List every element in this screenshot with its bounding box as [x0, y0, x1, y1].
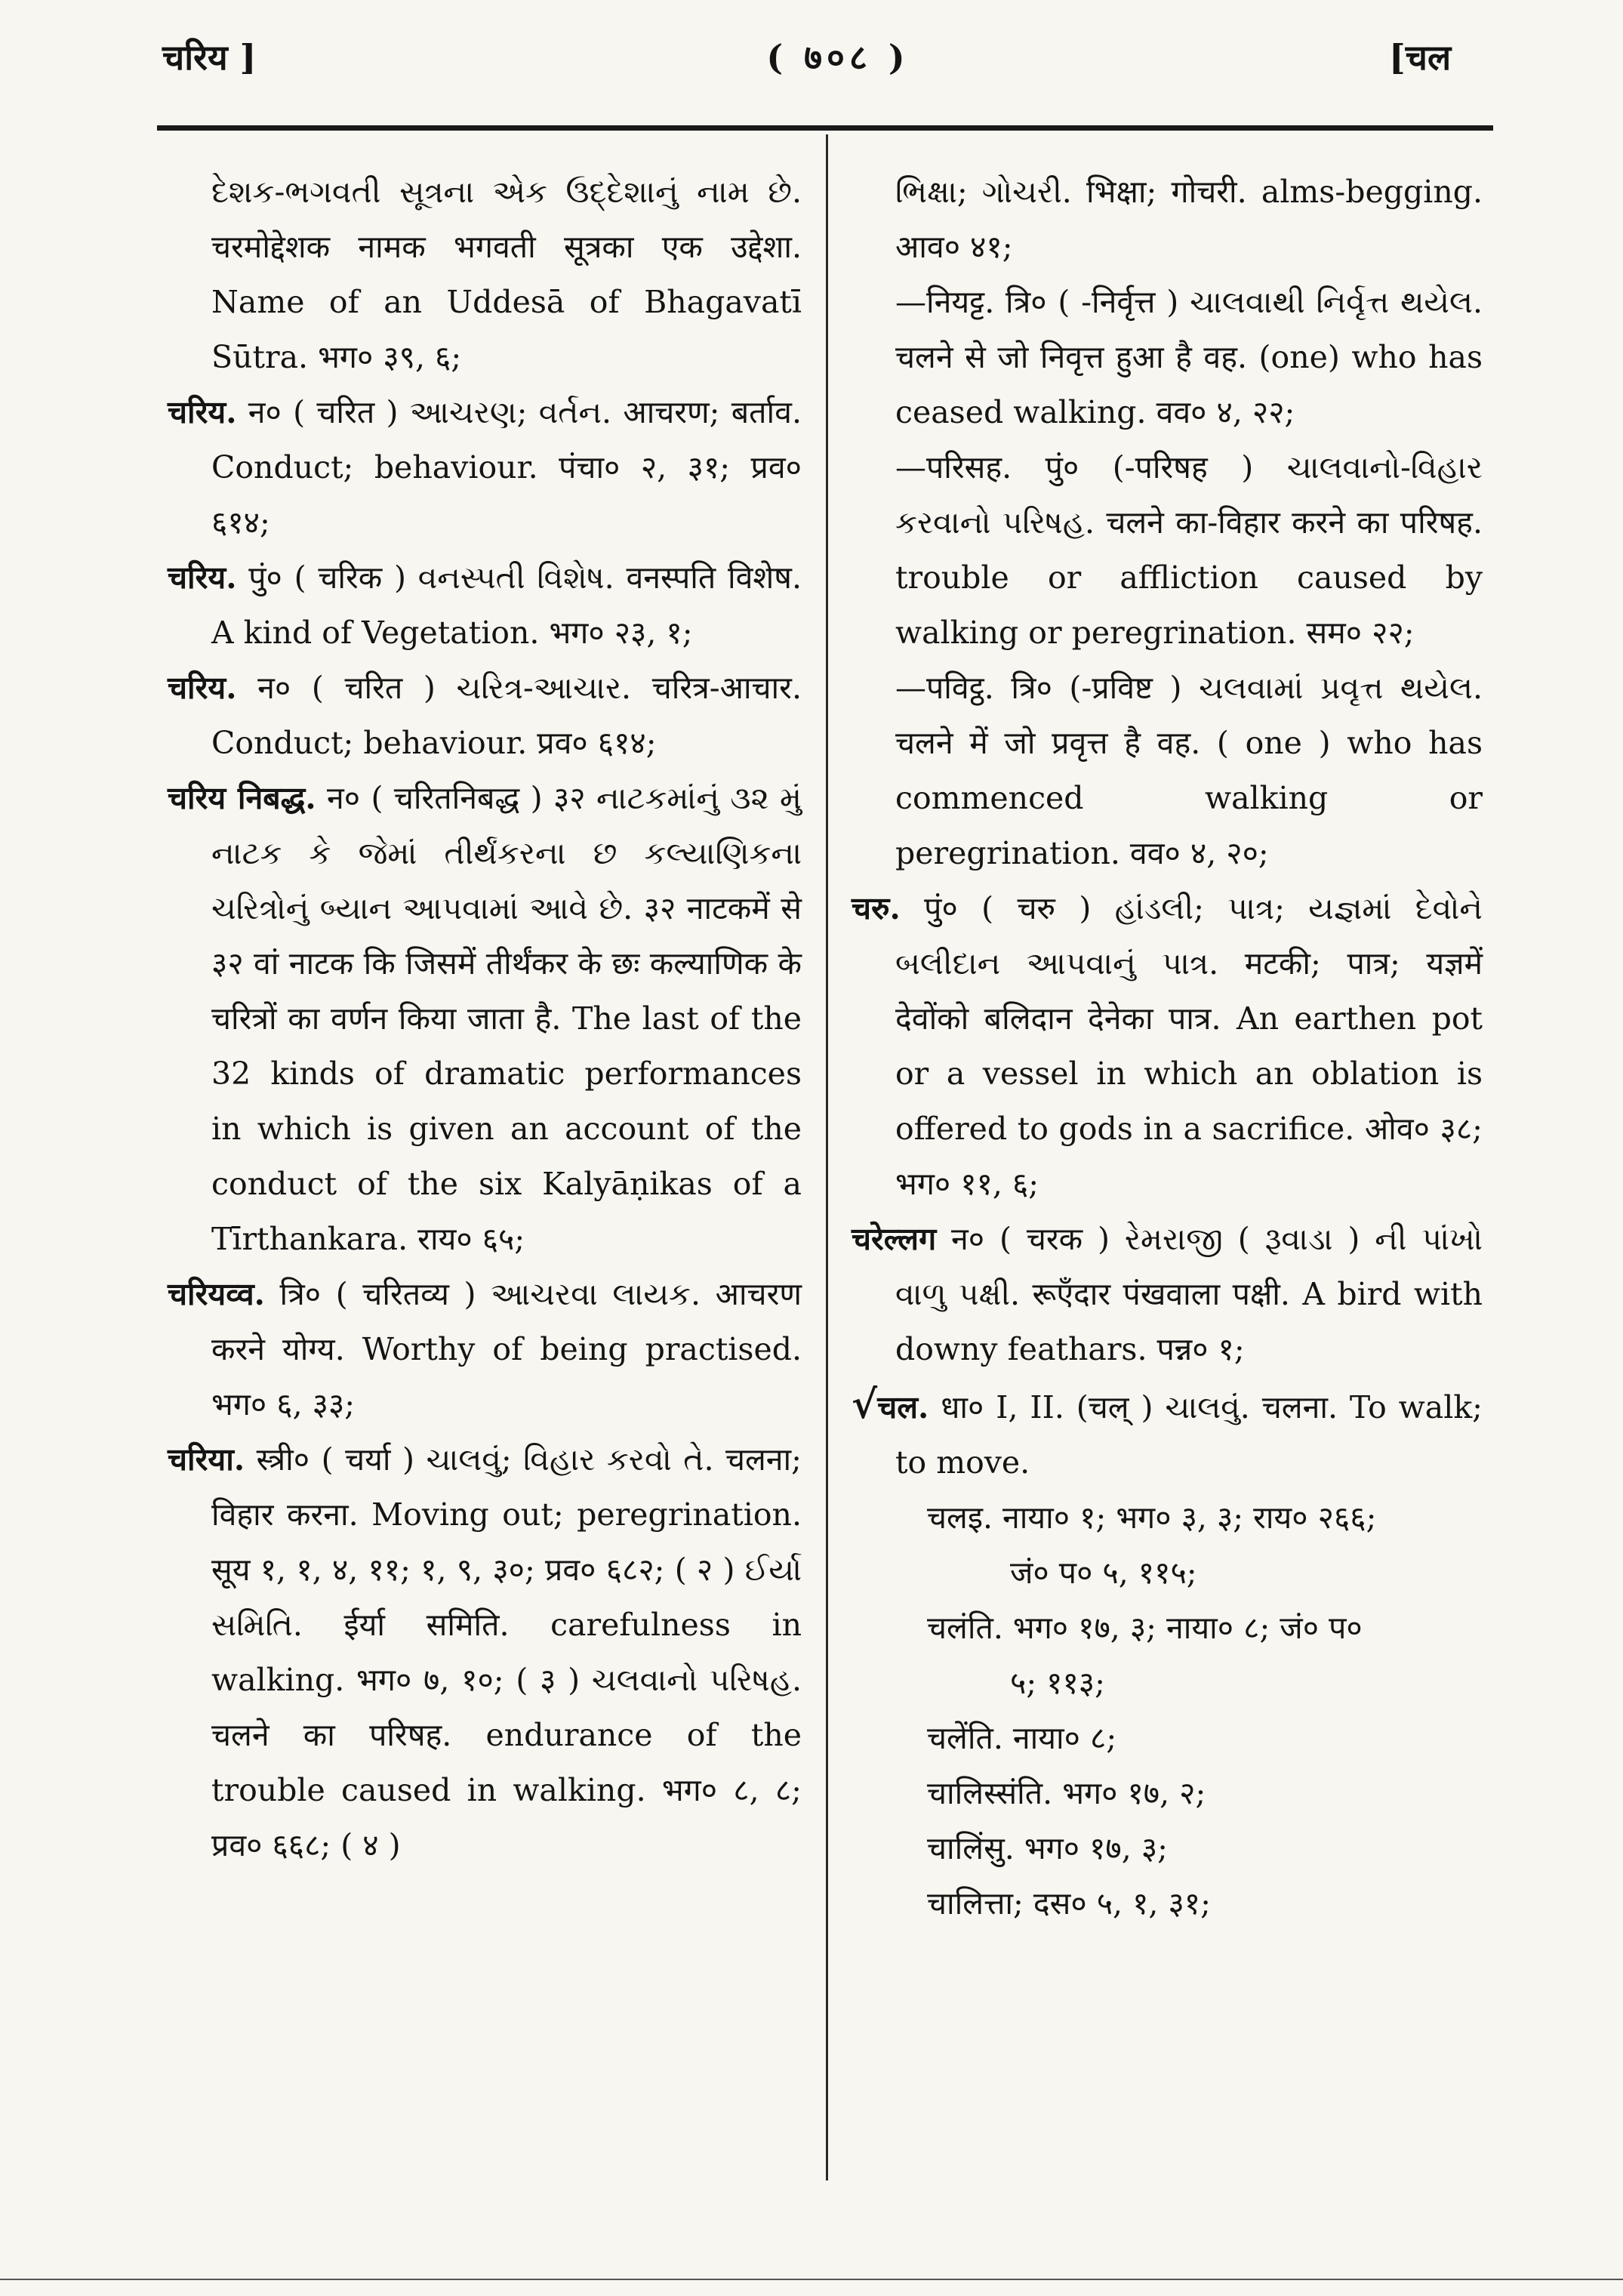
dictionary-entry [852, 881, 1483, 1212]
entry-headword: चरिय निबद्ध. [168, 780, 316, 816]
sub-entry: —नियट्ट. त्रि० ( -निर्वृत्त ) ચાલવાથી નિર્વૃત્ત થયેલ. चलने से जो निवृत्त हुआ है वह. (one) who has ceased walking. वव० ४, २२; [895, 284, 1483, 430]
entry-headword: चरिय. [168, 670, 237, 706]
entry-text: न० ( चरित ) આચરણ; વર્તન. आचरण; बर्ताव. Conduct; behaviour. पंचा० २, ३१; प्रव० ६१४; [211, 394, 802, 541]
entry-headword: चरियव्व. [168, 1276, 265, 1312]
verb-form: चलइ. नाया० १; भग० ३, ३; राय० २६६; [927, 1499, 1377, 1536]
entry-text: स्त्री० ( चर्या ) ચાલવું; વિહાર કરવો તે. चलना; विहार करना. Moving out; peregrination. सूय १, १, ४, ११; १, ९, ३०; प्रव० ६८२; ( २ ) ઈર્યા સમિતિ. ईर्या समिति. carefulness in walking. भग० ७, १०; ( ३ ) ચલવાનો પરિષહ. चलने का परिषह. endurance of the trouble caused in walking. भग० ८, ८; प्रव० ६६८; ( ४ ) [211, 1441, 802, 1863]
sub-entry: —परिसह. पुं० (-परिषह ) ચાલવાનો-વિહાર કરવાનો પરિષહ. चलने का-विहार करने का परिषह. trouble or affliction caused by walking or peregrination. सम० २२; [895, 449, 1483, 651]
running-head-left: चरिय ] [162, 37, 257, 78]
root-tick-mark: √ [852, 1382, 878, 1428]
dictionary-entry [168, 385, 802, 550]
left-column [168, 165, 802, 1873]
entry-headword: चरिया. [168, 1441, 245, 1478]
entry-text: धा० I, II. (चल् ) ચાલવું. चलना. To walk; to move. [895, 1389, 1483, 1481]
entry-continuation: દેશક-ભગવતી સૂત્રના એક ઉદ્દેશાનું નામ છે. चरमोद्देशक नामक भगवती सूत्रका एक उद्देशा. Name of an Uddesā of Bhagavatī Sūtra. भग० ३९, ६; [211, 174, 802, 375]
verb-form-continuation: जं० प० ५, ११५; [1010, 1555, 1197, 1591]
verb-form: चालित्ता; दस० ५, १, ३१; [927, 1885, 1211, 1922]
entry-text: न० ( चरित ) ચરિત્ર-આચાર. चरित्र-आचार. Conduct; behaviour. प्रव० ६१४; [211, 670, 802, 761]
dictionary-entry [168, 771, 802, 1267]
running-head-right: [चल [1389, 37, 1452, 78]
verb-form: चालिंसु. भग० १७, ३; [927, 1830, 1168, 1866]
verb-form-continuation: ५; ११३; [1010, 1665, 1105, 1701]
dictionary-entry [852, 1212, 1483, 1377]
verb-form: चलेंति. नाया० ८; [927, 1720, 1117, 1756]
entry-headword: चरेल्लग [852, 1221, 937, 1257]
entry-continuation: ભિક્ષા; ગોચરી. भिक्षा; गोचरी. alms-begging. आव० ४१; [895, 174, 1483, 265]
entry-text: त्रि० ( चरितव्य ) આચરવા લાયક. आचरण करने योग्य. Worthy of being practised. भग० ६, ३३; [211, 1276, 802, 1422]
dictionary-entry [168, 1267, 802, 1432]
page-number: ( ७०८ ) [766, 37, 910, 78]
entry-headword: चल. [877, 1389, 929, 1425]
header-rule [157, 125, 1493, 131]
sub-entry: —पविट्ठ. त्रि० (-प्रविष्ट ) ચલવામાં પ્રવૃત્ત થયેલ. चलने में जो प्रवृत्त है वह. ( one ) who has commenced walking or peregrination. वव० ४, २०; [895, 670, 1483, 871]
root-entry [852, 1377, 1483, 1490]
entry-headword: चरिय. [168, 559, 237, 596]
entry-headword: चरु. [852, 890, 901, 926]
entry-text: पुं० ( चरु ) હાંડલી; પાત્ર; યજ્ઞમાં દેવોને બલીદાન આપવાનું પાત્ર. मटकी; पात्र; यज्ञमें देवोंको बलिदान देनेका पात्र. An earthen pot or a vessel in which an oblation is offered to gods in a sacrifice. ओव० ३८; भग० ११, ६; [895, 890, 1483, 1202]
footer-rule [0, 2279, 1623, 2280]
column-divider [826, 134, 828, 2180]
dictionary-entry [168, 550, 802, 661]
verb-form: चालिस्संति. भग० १७, २; [927, 1775, 1206, 1811]
dictionary-entry [168, 661, 802, 771]
entry-text: न० ( चरितनिबद्ध ) ३२ નાટકમાંનું ૩૨ મું નાટક કે જેમાં તીર્થંકરના છ કલ્યાણિકના ચરિત્રોનું બ્યાન આપવામાં આવે છે. ३२ नाटकमें से ३२ वां नाटक कि जिसमें तीर्थंकर के छः कल्याणिक के चरित्रों का वर्णन किया जाता है. The last of the 32 kinds of dramatic performances in which is given an account of the conduct of the six Kalyāṇikas of a Tīrthankara. राय० ६५; [211, 780, 802, 1257]
verb-form: चलंति. भग० १७, ३; नाया० ८; जं० प० [927, 1610, 1363, 1646]
entry-text: न० ( चरक ) રેમરાજી ( રૂવાડા ) ની પાંખો વાળુ પક્ષી. रूएँदार पंखवाला पक्षी. A bird with downy feathars. पन्न० १; [895, 1221, 1483, 1367]
right-column [852, 165, 1483, 1931]
entry-text: पुं० ( चरिक ) વનસ્પતી વિશેષ. वनस्पति विशेष. A kind of Vegetation. भग० २३, १; [211, 559, 802, 651]
entry-headword: चरिय. [168, 394, 237, 430]
dictionary-entry [168, 1432, 802, 1873]
